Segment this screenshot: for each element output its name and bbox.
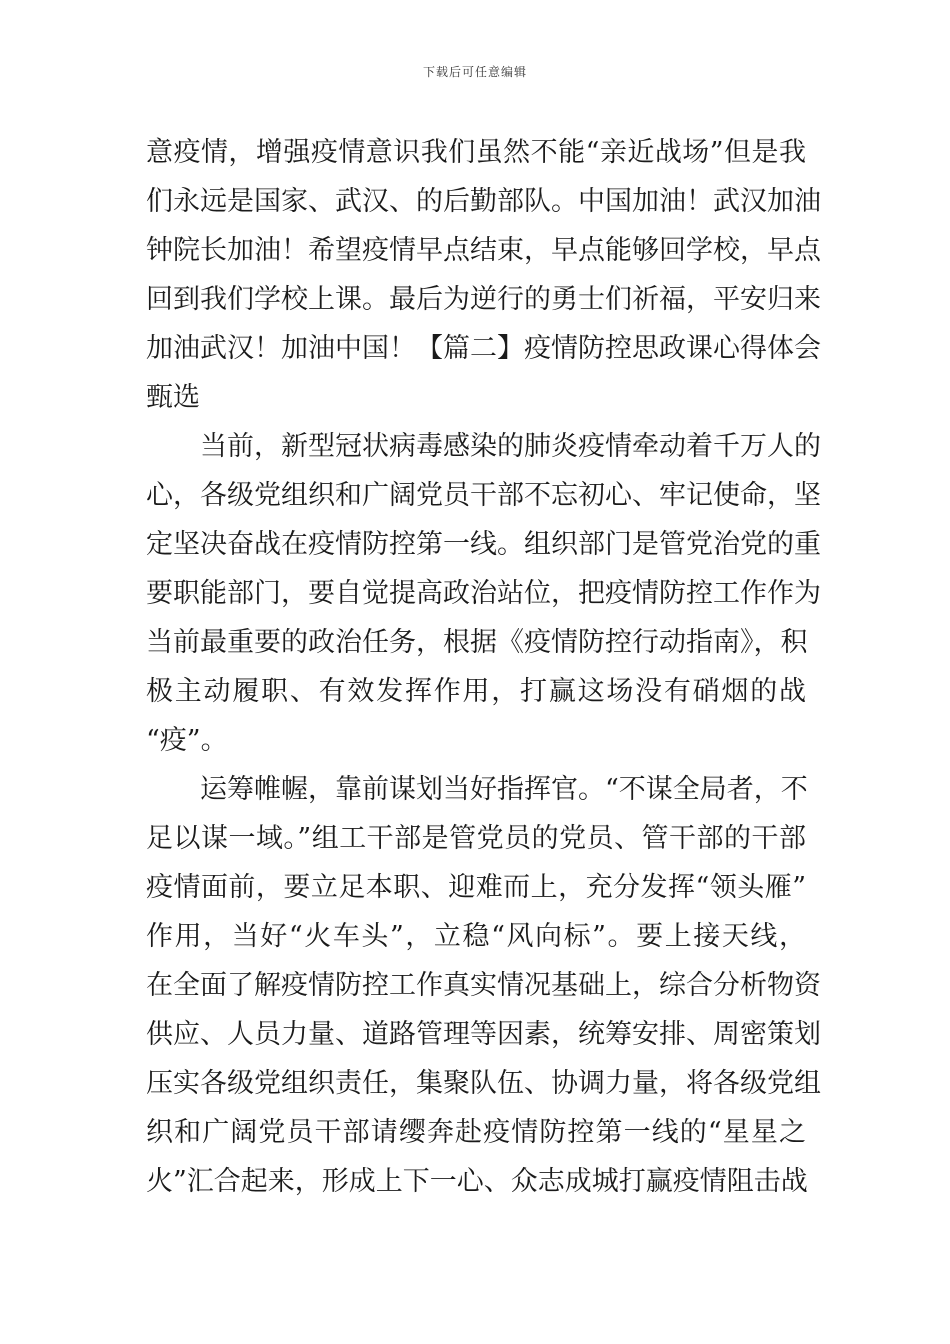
text-line: 压实各级党组织责任，集聚队伍、协调力量，将各级党组 xyxy=(146,1068,821,1099)
text-line: 们永远是国家、武汉、的后勤部队。中国加油！武汉加油 xyxy=(146,186,821,217)
page-header: 下载后可任意编辑 xyxy=(422,65,527,79)
text-line: 供应、人员力量、道路管理等因素，统筹安排、周密策划 xyxy=(146,1019,821,1050)
text-line: 足以谋一域。”组工干部是管党员的党员、管干部的干部 xyxy=(146,823,806,854)
text-line: 作用，当好“火车头”，立稳“风向标”。要上接天线， xyxy=(146,921,806,952)
text-line: 火”汇合起来，形成上下一心、众志成城打赢疫情阻击战 xyxy=(146,1166,808,1197)
text-line: 心，各级党组织和广阔党员干部不忘初心、牢记使命，坚 xyxy=(146,480,821,511)
paragraph-first-line: 运筹帷幄，靠前谋划当好指挥官。“不谋全局者，不 xyxy=(200,774,808,805)
text-line: 织和广阔党员干部请缨奔赴疫情防控第一线的“星星之 xyxy=(146,1117,806,1148)
text-line: 甄选 xyxy=(146,382,200,413)
text-line: 回到我们学校上课。最后为逆行的勇士们祈福，平安归来 xyxy=(146,284,821,315)
paragraph-first-line: 当前，新型冠状病毒感染的肺炎疫情牵动着千万人的 xyxy=(200,431,821,462)
text-line: 当前最重要的政治任务，根据《疫情防控行动指南》，积 xyxy=(146,627,808,658)
text-line: 钟院长加油！希望疫情早点结束，早点能够回学校，早点 xyxy=(146,235,821,266)
text-line: 定坚决奋战在疫情防控第一线。组织部门是管党治党的重 xyxy=(146,529,821,560)
text-line: “疫”。 xyxy=(146,725,228,756)
text-line: 疫情面前，要立足本职、迎难而上，充分发挥“领头雁” xyxy=(146,872,806,903)
text-line: 在全面了解疫情防控工作真实情况基础上，综合分析物资 xyxy=(146,970,821,1001)
text-line: 意疫情，增强疫情意识我们虽然不能“亲近战场”但是我 xyxy=(146,137,806,168)
text-line: 要职能部门，要自觉提高政治站位，把疫情防控工作作为 xyxy=(146,578,821,609)
text-line: 极主动履职、有效发挥作用，打赢这场没有硝烟的战 xyxy=(146,676,806,707)
document-body xyxy=(146,128,821,1206)
text-line: 加油武汉！加油中国！【篇二】疫情防控思政课心得体会 xyxy=(146,333,821,364)
